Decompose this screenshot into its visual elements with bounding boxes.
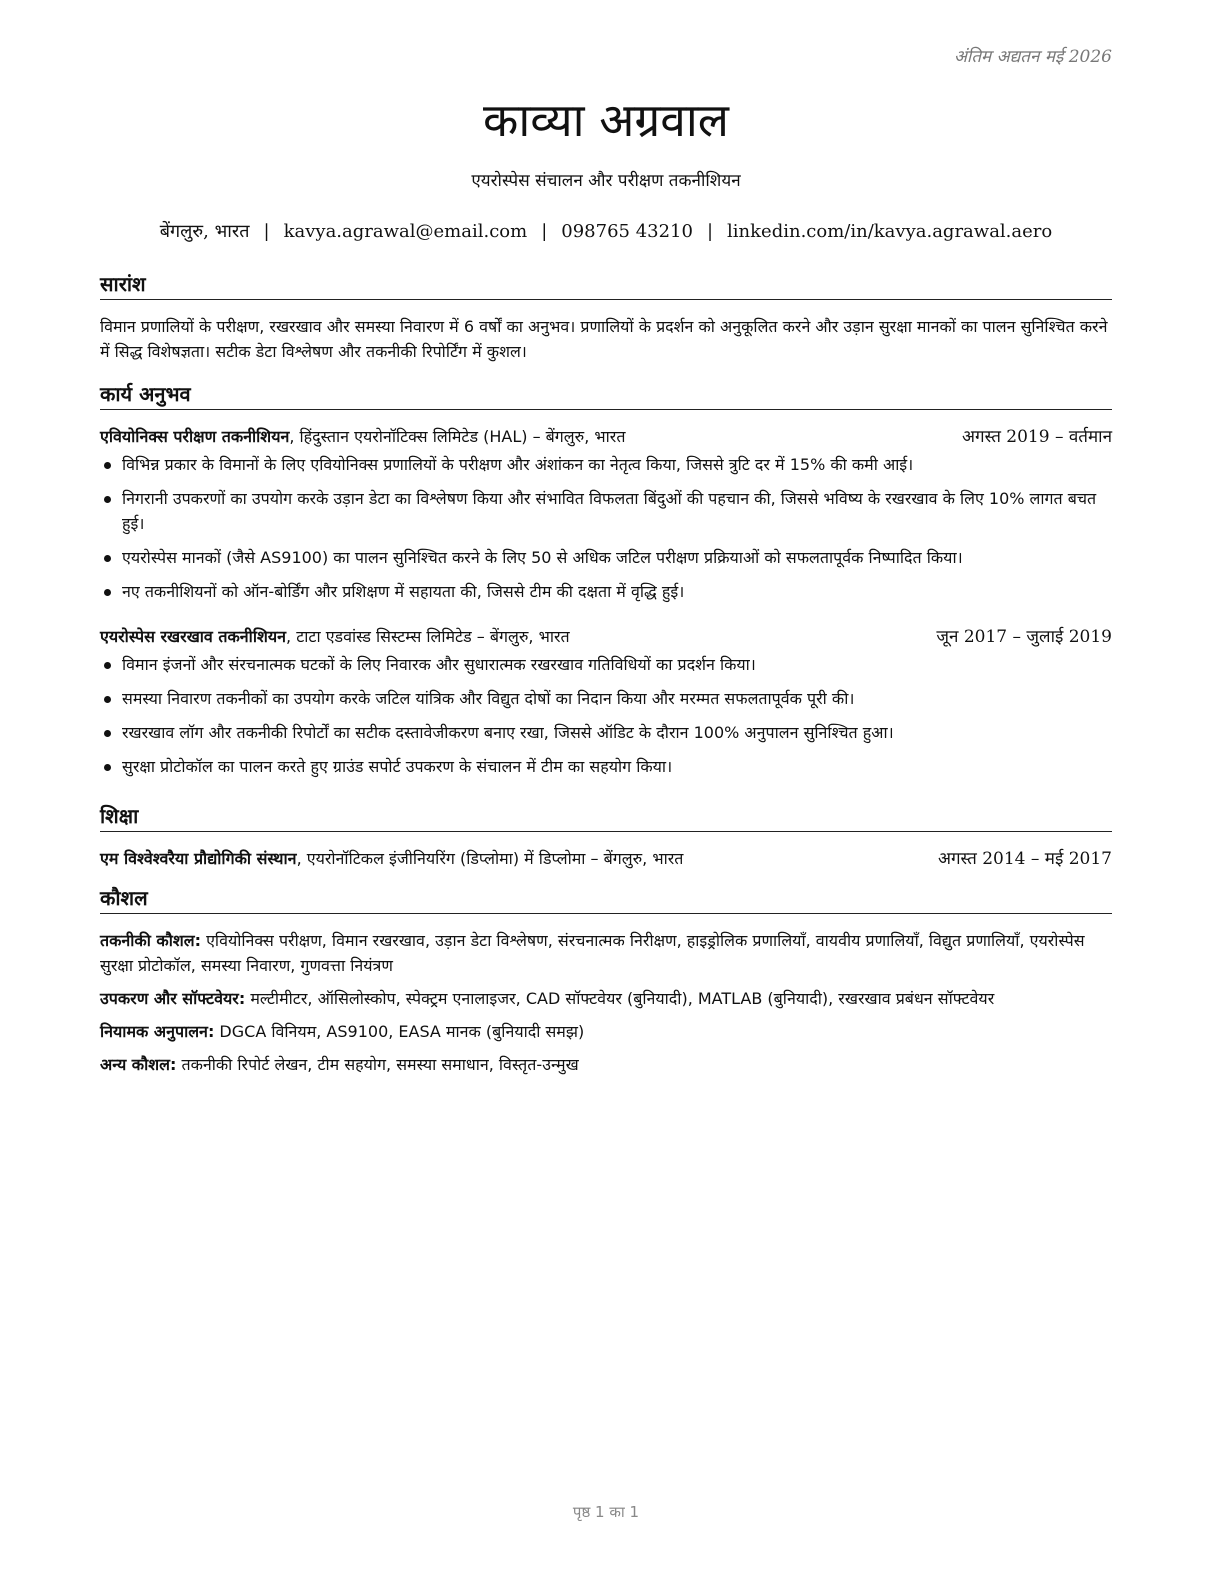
candidate-title: एयरोस्पेस संचालन और परीक्षण तकनीशियन	[471, 171, 741, 191]
section-heading-summary: सारांश	[100, 270, 1112, 300]
skill-text: DGCA विनियम, AS9100, EASA मानक (बुनियादी समझ)	[214, 1022, 585, 1041]
contact-linkedin[interactable]: linkedin.com/in/kavya.agrawal.aero	[727, 221, 1053, 242]
page-number: पृष्ठ 1 का 1	[572, 1503, 640, 1521]
experience-section	[100, 380, 1112, 788]
skill-line	[100, 1019, 1112, 1044]
contact-line	[100, 219, 1112, 243]
section-heading-experience: कार्य अनुभव	[100, 380, 1112, 410]
contact-phone: 098765 43210	[561, 221, 693, 242]
bullet-item: समस्या निवारण तकनीकों का उपयोग करके जटिल यांत्रिक और विद्युत दोषों का निदान किया और मरम्मत सफलतापूर्वक पूरी की।	[100, 686, 1112, 711]
education-section	[100, 802, 1112, 872]
contact-separator: |	[263, 221, 270, 242]
bullet-item: सुरक्षा प्रोटोकॉल का पालन करते हुए ग्राउंड सपोर्ट उपकरण के संचालन में टीम का सहयोग किया।	[100, 754, 1112, 779]
skills-list	[100, 928, 1112, 1077]
skills-section	[100, 884, 1112, 1085]
job-dates: अगस्त 2019 – वर्तमान	[962, 427, 1112, 447]
contact-location: बेंगलुरु, भारत	[159, 221, 250, 242]
education-institution: एम विश्वेश्वरैया प्रौद्योगिकी संस्थान	[100, 849, 297, 868]
skill-label: उपकरण और सॉफ्टवेयर:	[100, 989, 246, 1008]
job-header	[100, 624, 1112, 650]
last-updated: अंतिम अद्यतन मई 2026	[953, 47, 1112, 67]
bullet-item: विभिन्न प्रकार के विमानों के लिए एवियोनिक्स प्रणालियों के परीक्षण और अंशांकन का नेतृत्व किया, जिससे त्रुटि दर में 15% की कमी आई।	[100, 452, 1112, 477]
section-heading-education: शिक्षा	[100, 802, 1112, 832]
summary-text: विमान प्रणालियों के परीक्षण, रखरखाव और समस्या निवारण में 6 वर्षों का अनुभव। प्रणालियों के प्रदर्शन को अनुकूलित करने और उड़ान सुरक्षा मानकों का पालन सुनिश्चित करने में सिद्ध विशेषज्ञता। सटीक डेटा विश्लेषण और तकनीकी रिपोर्टिंग में कुशल।	[100, 317, 1108, 361]
contact-separator: |	[541, 221, 548, 242]
summary-section	[100, 270, 1112, 364]
job-entry	[100, 624, 1112, 779]
job-bullets	[100, 452, 1112, 604]
job-role: एवियोनिक्स परीक्षण तकनीशियन	[100, 427, 290, 446]
skill-text: मल्टीमीटर, ऑसिलोस्कोप, स्पेक्ट्रम एनालाइजर, CAD सॉफ्टवेयर (बुनियादी), MATLAB (बुनियादी), रखरखाव प्रबंधन सॉफ्टवेयर	[245, 989, 995, 1008]
education-entry	[100, 846, 1112, 872]
skill-label: अन्य कौशल:	[100, 1055, 177, 1074]
bullet-item: एयरोस्पेस मानकों (जैसे AS9100) का पालन सुनिश्चित करने के लिए 50 से अधिक जटिल परीक्षण प्रक्रियाओं को सफलतापूर्वक निष्पादित किया।	[100, 545, 1112, 570]
job-org: , टाटा एडवांस्ड सिस्टम्स लिमिटेड – बेंगलुरु, भारत	[286, 627, 570, 646]
job-org: , हिंदुस्तान एयरोनॉटिक्स लिमिटेड (HAL) – बेंगलुरु, भारत	[289, 427, 626, 446]
skill-text: तकनीकी रिपोर्ट लेखन, टीम सहयोग, समस्या समाधान, विस्तृत-उन्मुख	[176, 1055, 579, 1074]
skill-label: तकनीकी कौशल:	[100, 931, 201, 950]
education-detail: , एयरोनॉटिकल इंजीनियरिंग (डिप्लोमा) में डिप्लोमा – बेंगलुरु, भारत	[296, 849, 684, 868]
skill-line	[100, 986, 1112, 1011]
section-heading-skills: कौशल	[100, 884, 1112, 914]
skill-text: एवियोनिक्स परीक्षण, विमान रखरखाव, उड़ान डेटा विश्लेषण, संरचनात्मक निरीक्षण, हाइड्रोलिक प्रणालियाँ, वायवीय प्रणालियाँ, विद्युत प्रणालियाँ, एयरोस्पेस सुरक्षा प्रोटोकॉल, समस्या निवारण, गुणवत्ता नियंत्रण	[100, 931, 1085, 975]
job-dates: जून 2017 – जुलाई 2019	[936, 627, 1112, 647]
bullet-item: नए तकनीशियनों को ऑन-बोर्डिंग और प्रशिक्षण में सहायता की, जिससे टीम की दक्षता में वृद्धि हुई।	[100, 579, 1112, 604]
bullet-item: रखरखाव लॉग और तकनीकी रिपोर्टों का सटीक दस्तावेजीकरण बनाए रखा, जिससे ऑडिट के दौरान 100% अनुपालन सुनिश्चित हुआ।	[100, 720, 1112, 745]
bullet-item: विमान इंजनों और संरचनात्मक घटकों के लिए निवारक और सुधारात्मक रखरखाव गतिविधियों का प्रदर्शन किया।	[100, 652, 1112, 677]
bullet-item: निगरानी उपकरणों का उपयोग करके उड़ान डेटा का विश्लेषण किया और संभावित विफलता बिंदुओं की पहचान की, जिससे भविष्य के रखरखाव के लिए 10% लागत बचत हुई।	[100, 486, 1112, 536]
job-header	[100, 424, 1112, 450]
education-dates: अगस्त 2014 – मई 2017	[937, 849, 1112, 869]
skill-line	[100, 928, 1112, 978]
job-role: एयरोस्पेस रखरखाव तकनीशियन	[100, 627, 287, 646]
job-bullets	[100, 652, 1112, 779]
contact-email[interactable]: kavya.agrawal@email.com	[283, 221, 528, 242]
skill-label: नियामक अनुपालन:	[100, 1022, 215, 1041]
resume-page	[100, 0, 1112, 1584]
job-entry	[100, 424, 1112, 604]
skill-line	[100, 1052, 1112, 1077]
candidate-name: काव्या अग्रवाल	[483, 93, 729, 147]
contact-separator: |	[706, 221, 714, 242]
